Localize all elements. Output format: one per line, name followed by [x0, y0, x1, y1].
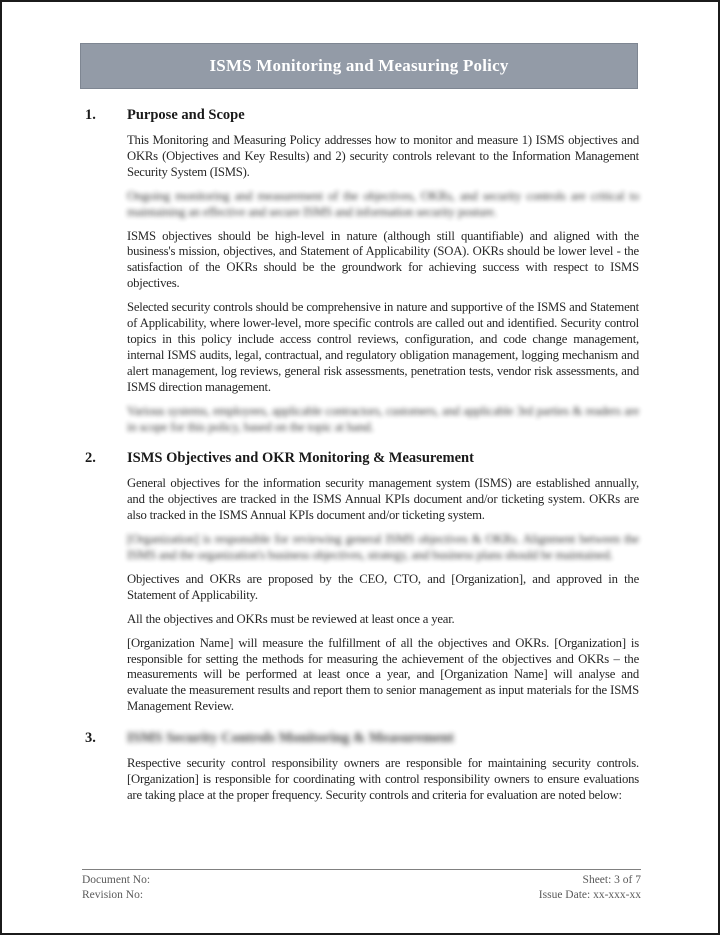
paragraph-redacted: Various systems, employees, applicable contractors, customers, and applicable 3rd parties & readers are in scope for this policy, based on the topic at hand. [127, 403, 639, 434]
footer-divider [82, 869, 641, 870]
document-body [2, 107, 718, 804]
paragraph: This Monitoring and Measuring Policy addresses how to monitor and measure 1) ISMS objectives and OKRs (Objectives and Key Results) and 2) security controls relevant to the Information Management Security System (ISMS). [127, 133, 639, 179]
issue-date-label: Issue Date: xx-xxx-xx [538, 888, 641, 901]
paragraph: All the objectives and OKRs must be reviewed at least once a year. [127, 611, 455, 626]
sheet-label: Sheet: 3 of 7 [582, 874, 641, 886]
section-1-number: 1. [85, 107, 96, 123]
footer-left-column [82, 873, 150, 902]
page-footer [82, 869, 641, 902]
paragraph: ISMS objectives should be high-level in nature (although still quantifiable) and aligned with the business's mission, objectives, and Statement of Applicability (SOA). OKRs should be lower level - the satisfaction of the OKRs should be the groundwork for achieving success with respect to ISMS objectives. [127, 228, 639, 291]
section-2-number: 2. [85, 450, 96, 467]
revision-no-label: Revision No: [82, 888, 144, 901]
section-1-heading-text: Purpose and Scope [127, 107, 245, 123]
footer-right-column [539, 873, 641, 902]
section-1-heading [85, 107, 639, 124]
paragraph: Selected security controls should be comprehensive in nature and supportive of the ISMS and Statement of Applicability, where lower-level, more specific controls are called out and identified. Security control topics in this policy include access control reviews, configuration, and code change management, internal ISMS audits, legal, contractual, and regulatory obligation management, logging mechanism and alert management, log reviews, general risk assessments, penetration tests, vendor risk assessments, and ISMS direction management. [127, 300, 639, 394]
section-2-heading-text: ISMS Objectives and OKR Monitoring & Measurement [127, 450, 474, 467]
section-3-number: 3. [85, 730, 96, 747]
paragraph: Respective security control responsibility owners are responsible for maintaining security controls. [Organization] is responsible for coordinating with control responsibility owners to ensure evaluations are taking place at the proper frequency. Security controls and criteria for evaluation are noted below: [127, 756, 639, 802]
document-title-banner [80, 43, 638, 89]
paragraph: [Organization Name] will measure the fulfillment of all the objectives and OKRs. [Organization] is responsible for setting the methods for measuring the achievement of the objectives and OKRs – the measurements will be performed at least once a year, and [Organization Name] will analyse and evaluate the measurement results and report them to senior management as input materials for the ISMS Management Review. [127, 635, 639, 714]
paragraph: General objectives for the information security management system (ISMS) are established annually, and the objectives are tracked in the ISMS Annual KPIs document and/or ticketing system. OKRs are also tracked in the ISMS Annual KPIs document and/or ticketing system. [127, 476, 639, 523]
section-2-heading [85, 450, 639, 467]
paragraph-redacted: [Organization] is responsible for reviewing general ISMS objectives & OKRs. Alignment between the ISMS and the organization's business objectives, strategy, and business plans should be maintained. [127, 532, 639, 563]
section-3-heading-text-redacted: ISMS Security Controls Monitoring & Measurement [127, 730, 454, 747]
document-no-label: Document No: [82, 874, 151, 886]
section-3-heading [85, 730, 639, 747]
document-title: ISMS Monitoring and Measuring Policy [209, 56, 509, 75]
paragraph-redacted: Ongoing monitoring and measurement of the objectives, OKRs, and security controls are critical to maintaining an effective and secure ISMS and information security posture. [127, 188, 639, 219]
paragraph: Objectives and OKRs are proposed by the CEO, CTO, and [Organization], and approved in the Statement of Applicability. [127, 571, 639, 602]
